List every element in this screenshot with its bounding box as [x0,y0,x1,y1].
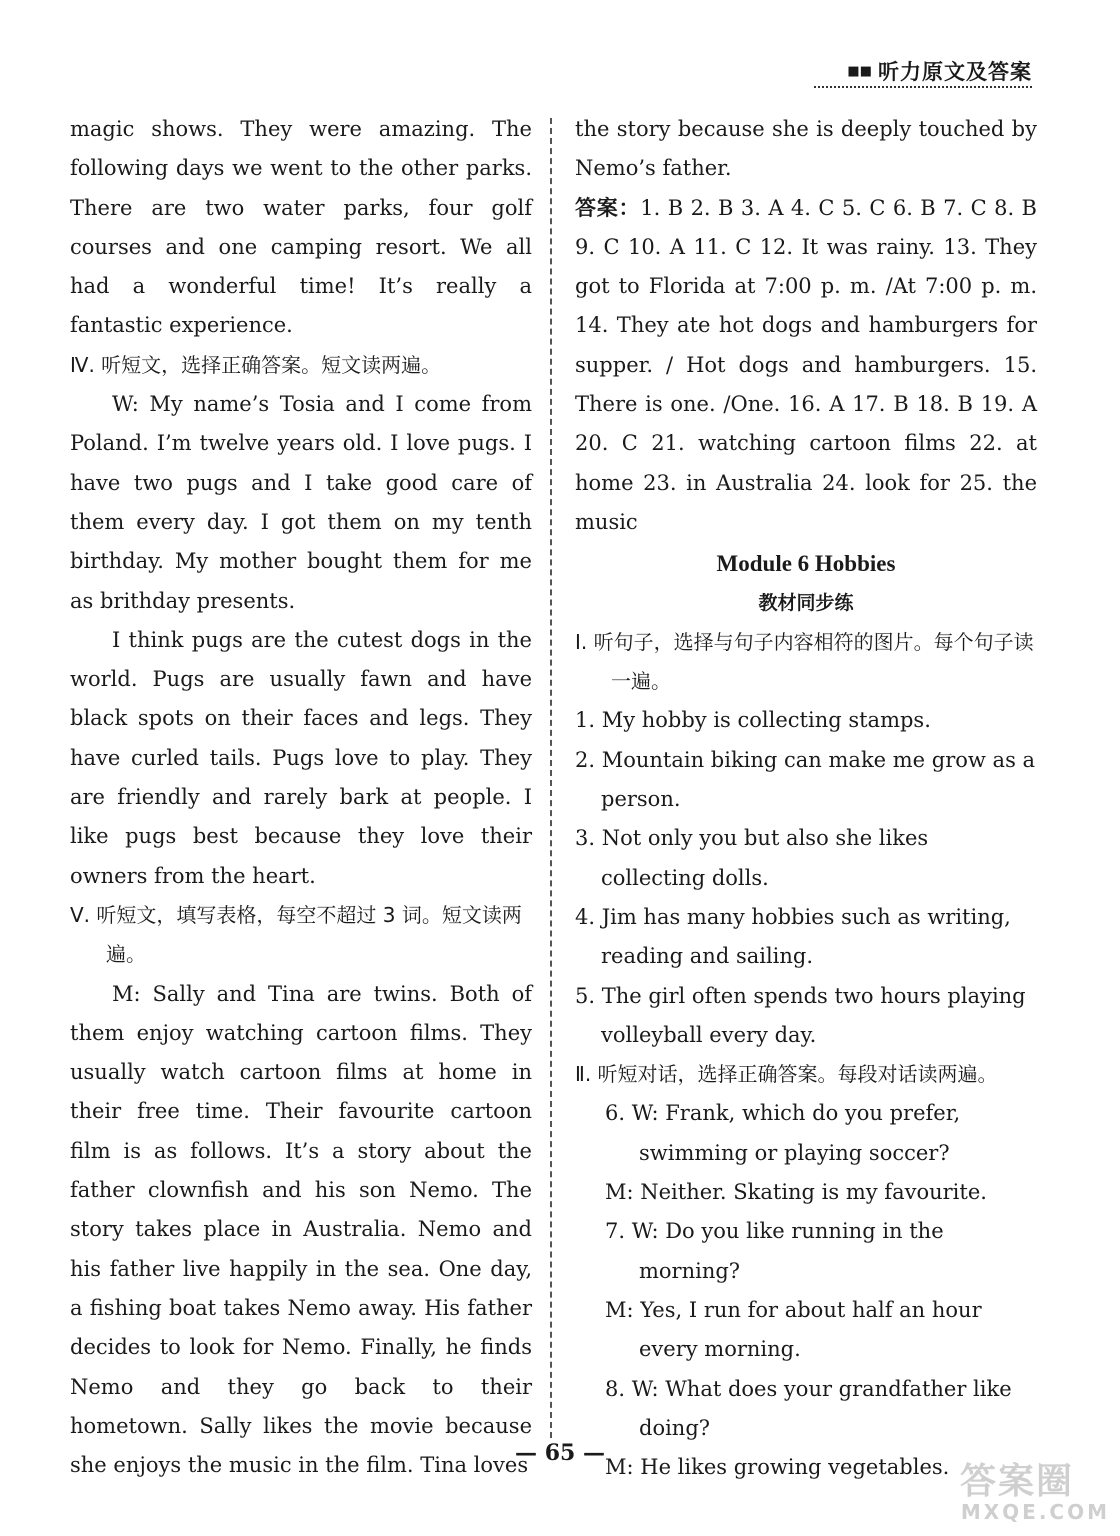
header-title: 听力原文及答案 [878,60,1032,84]
page-header [847,56,1032,86]
dialogue-line: M: Neither. Skating is my favourite. [605,1180,987,1205]
header-dotted-rule [814,86,1032,88]
answers-text: 1. B 2. B 3. A 4. C 5. C 6. B 7. C 8. B 9. C 10. A 11. C 12. It was rainy. 13. They got to Florida at 7:00 p. m. /At 7:00 p. m. 14. They ate hot dogs and hamburgers for supper. / Hot dogs and hamburgers. 15. There is one. /One. 16. A 17. B 18. B 19. A 20. C 21. watching cartoon films 22. at home 23. in Australia 24. look for 25. the music [575,195,1037,534]
right-column [575,110,1037,1487]
watermark-top-text: 答案圈 [960,1461,1075,1502]
list-item: 5. The girl often spends two hours playing volleyball every day. [575,983,1026,1047]
answers-block [575,189,1037,543]
dialogue-line: M: Yes, I run for about half an hour every morning. [605,1297,982,1362]
column-divider [550,118,552,1438]
dialogue-line: M: He likes growing vegetables. [605,1455,950,1480]
list-item: 1. My hobby is collecting stamps. [575,708,931,733]
section-4-heading: Ⅳ. 听短文，选择正确答案。短文读两遍。 [70,352,442,377]
watermark-logo [960,1461,1110,1528]
list-item: 4. Jim has many hobbies such as writing, reading and sailing. [575,904,1011,969]
section-1-heading: Ⅰ. 听句子，选择与句子内容相符的图片。每个句子读一遍。 [575,629,1034,694]
answers-label: 答案： [575,195,641,220]
module-title: Module 6 Hobbies [716,551,896,577]
passage-tosia-2: I think pugs are the cutest dogs in the world. Pugs are usually fawn and have black spots on their faces and legs. They have curled tails. Pugs love to play. They are friendly and rarely bark at people. I like pugs best because they love their owners from the heart. [70,627,532,888]
sub-title: 教材同步练 [758,591,854,614]
left-column [70,110,532,1485]
passage-continuation: magic shows. They were amazing. The following days we went to the other parks. There are two water parks, four golf courses and one camping resort. We all had a wonderful time! It’s really a fantastic experience. [70,117,532,338]
passage-sally-tina: M: Sally and Tina are twins. Both of them enjoy watching cartoon films. They usually watch cartoon films at home in their free time. Their favourite cartoon film is as follows. It’s a story about the father clownfish and his son Nemo. The story takes place in Australia. Nemo and his father live happily in the sea. One day, a fishing boat takes Nemo away. His father decides to look for Nemo. Finally, he finds Nemo and they go back to their hometown. Sally likes the movie because she enjoys the music in the film. Tina loves [70,981,532,1478]
list-item: 2. Mountain biking can make me grow as a person. [575,747,1036,812]
section-5-heading: Ⅴ. 听短文，填写表格，每空不超过 3 词。短文读两遍。 [70,902,522,967]
passage-tosia-1: W: My name’s Tosia and I come from Poland. I’m twelve years old. I love pugs. I have two pugs and I take good care of them every day. I got them on my tenth birthday. My mother bought them for me as brithday presents. [70,392,532,613]
passage-end: the story because she is deeply touched by Nemo’s father. [575,117,1037,181]
list-item: 3. Not only you but also she likes collecting dolls. [575,826,929,890]
header-square-icon: ■■ [847,63,872,79]
dialogue-line: 7. W: Do you like running in the morning? [605,1219,944,1283]
page-number: — 65 — [515,1440,605,1466]
section-2-heading: Ⅱ. 听短对话，选择正确答案。每段对话读两遍。 [575,1062,998,1087]
dialogue-line: 6. W: Frank, which do you prefer, swimming or playing soccer? [605,1101,961,1165]
watermark-bottom-text: MXQE.COM [960,1500,1110,1524]
dialogue-line: 8. W: What does your grandfather like doing? [605,1376,1012,1440]
